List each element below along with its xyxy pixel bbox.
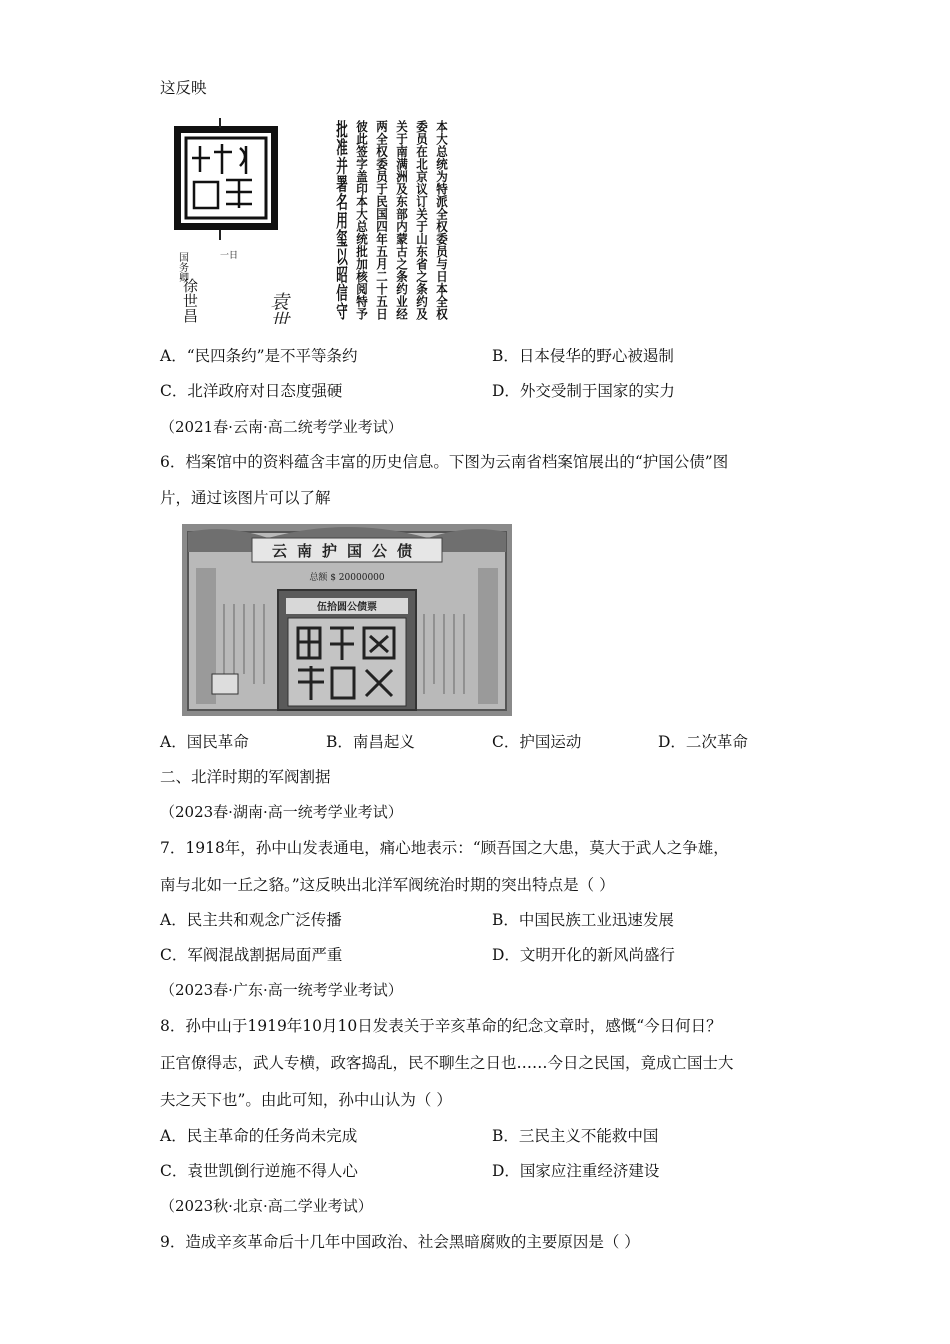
signature: 袁世凯 [267,292,289,324]
q8-option-a[interactable]: A．民主革命的任务尚未完成 [160,1127,358,1145]
bond-serial: 总额 $ 20000000 [309,573,385,583]
q7-option-d[interactable]: D．文明开化的新风尚盛行 [492,946,675,964]
q7-option-c[interactable]: C．军阀混战割据局面严重 [160,946,343,964]
date-mark: 一日 [220,251,239,261]
treaty-line-4: 两全权委员于民国四年五月二十五日 [375,120,389,304]
q8-stem-line-2: 正官僚得志，武人专横，政客捣乱，民不聊生之日也……今日之民国，竟成亡国士大 [160,1054,734,1072]
q8-option-c[interactable]: C．袁世凯倒行逆施不得人心 [160,1162,358,1180]
treaty-line-2: 委员在北京议订关于山东省之条约及 [415,120,429,304]
q5-option-d[interactable]: D．外交受制于国家的实力 [492,382,675,400]
q6-option-a[interactable]: A．国民革命 [160,733,249,751]
treaty-line-6: 批准并署名用玺以昭信守 [335,120,349,247]
minister-title: 国务卿 [176,252,188,282]
q5-option-a[interactable]: A．“民四条约”是不平等条约 [160,347,358,365]
q5-option-c[interactable]: C．北洋政府对日态度强硬 [160,382,343,400]
q8-option-d[interactable]: D．国家应注重经济建设 [492,1162,660,1180]
q6-stem-line-2: 片，通过该图片可以了解 [160,489,331,507]
q8-option-b[interactable]: B．三民主义不能救中国 [492,1127,659,1145]
q6-option-d[interactable]: D．二次革命 [658,733,748,751]
q8-stem-line-3: 夫之天下也”。由此可知，孙中山认为（ ） [160,1091,452,1109]
treaty-line-3: 关于南满洲及东部内蒙古之条约业经 [395,120,409,304]
bond-certificate-image [182,524,512,716]
q7-option-a[interactable]: A．民主共和观念广泛传播 [160,911,342,929]
q8-stem-line-1: 8．孙中山于1919年10月10日发表关于辛亥革命的纪念文章时，感慨“今日何日？ [160,1017,722,1035]
treaty-line-1: 本大总统为特派全权委员与日本全权 [435,120,449,304]
minister-name: 徐世昌 [181,278,199,323]
q7-stem-line-2: 南与北如一丘之貉。”这反映出北洋军阀统治时期的突出特点是（ ） [160,876,615,894]
treaty-line-5: 彼此签字盖印本大总统批加核阅特予 [355,120,369,304]
q9-source: （2023秋·北京·高二学业考试） [160,1197,373,1215]
q9-stem-line-1: 9．造成辛亥革命后十几年中国政治、社会黑暗腐败的主要原因是（ ） [160,1233,640,1251]
q7-stem-line-1: 7．1918年，孙中山发表通电，痛心地表示：“顾吾国之大患，莫大于武人之争雄， [160,839,729,857]
q7-source: （2023春·湖南·高一统考学业考试） [160,803,403,821]
q6-option-b[interactable]: B．南昌起义 [326,733,415,751]
q8-source: （2023春·广东·高一统考学业考试） [160,981,403,999]
lead-text: 这反映 [160,79,207,97]
q7-option-b[interactable]: B．中国民族工业迅速发展 [492,911,674,929]
q6-stem-line-1: 6．档案馆中的资料蕴含丰富的历史信息。下图为云南省档案馆展出的“护国公债”图 [160,453,729,471]
treaty-document-image [160,112,460,324]
q6-option-c[interactable]: C．护国运动 [492,733,582,751]
bond-banner: 云南护国公债 [271,542,423,560]
section-2-heading: 二、北洋时期的军阀割据 [160,768,331,786]
q6-source: （2021春·云南·高二统考学业考试） [160,418,403,436]
bond-ticket-label: 伍拾圆公债票 [317,602,377,613]
q5-option-b[interactable]: B．日本侵华的野心被遏制 [492,347,674,365]
